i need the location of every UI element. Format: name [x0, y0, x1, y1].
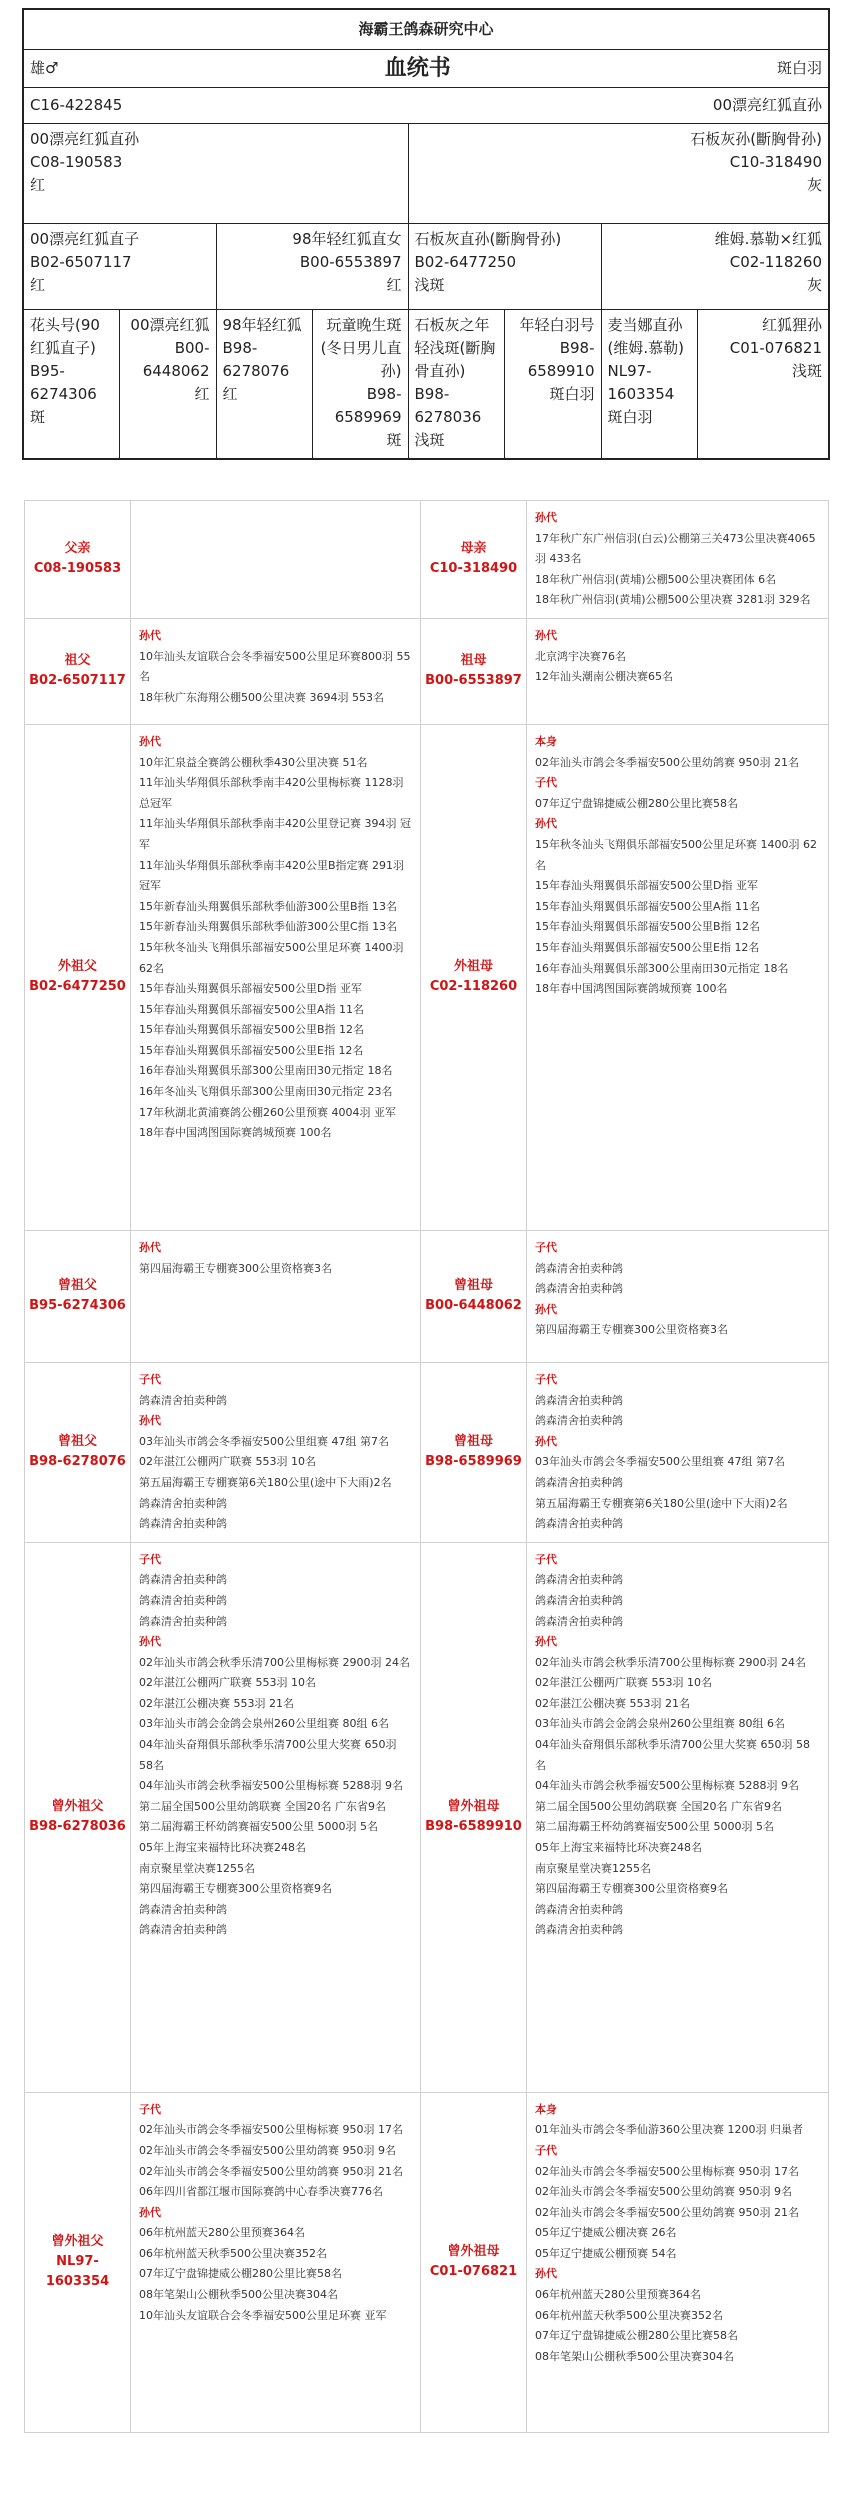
grandparent-ring: C02-118260: [729, 252, 823, 271]
race-record: 02年湛江公棚决赛 553羽 21名: [535, 1696, 690, 1710]
generation-heading: 子代: [535, 2143, 557, 2157]
great-grandparent-name: 麦当娜直孙(维姆.慕勒): [607, 315, 684, 357]
great-grandparent-name: 花头号(90红狐直子): [30, 315, 100, 357]
ancestor-row: [25, 2092, 829, 2432]
race-record: 鸽森清舍拍卖种鸽: [139, 1902, 227, 1916]
great-grandparent-name: 00漂亮红狐: [130, 315, 210, 334]
great-grandparent-name: 玩童晚生斑(冬日男儿直孙): [320, 315, 402, 380]
ancestor-ring: C02-118260: [429, 979, 518, 995]
ancestor-results-table: [24, 500, 829, 2433]
grandparent-name: 00漂亮红狐直子: [30, 229, 140, 248]
generation-heading: 孙代: [535, 511, 557, 524]
race-record: 第四届海霸王专棚赛300公里资格赛9名: [139, 1882, 332, 1896]
race-record: 10年汇泉益全赛鸽公棚秋季430公里决赛 51名: [139, 755, 368, 769]
ancestor-label: [25, 724, 131, 1230]
ancestor-ring: B00-6448062: [425, 1298, 522, 1314]
race-record: 鸽森清舍拍卖种鸽: [535, 1614, 623, 1628]
generation-heading: 本身: [535, 734, 557, 748]
grandparent-color: 红: [30, 275, 46, 294]
race-record: 鸽森清舍拍卖种鸽: [139, 1923, 227, 1937]
race-record: 05年辽宁捷威公棚预赛 54名: [535, 2246, 677, 2260]
ancestor-label: [421, 1542, 527, 2092]
race-record: 02年汕头市鸽会秋季乐清700公里梅标赛 2900羽 24名: [139, 1655, 410, 1669]
generation-heading: 孙代: [139, 1414, 161, 1428]
ancestor-relation: 父亲: [64, 541, 91, 557]
ancestor-ring: C01-076821: [429, 2264, 518, 2280]
ancestor-relation: 曾外祖父: [51, 1799, 104, 1815]
generation-heading: 孙代: [535, 1302, 557, 1316]
race-record: 10年汕头友谊联合会冬季福安500公里足环赛800羽 55名: [139, 649, 411, 684]
ancestor-label: [421, 1230, 527, 1362]
bird-ring: C16-422845: [30, 95, 123, 114]
race-record: 第五届海霸王专棚赛第6关180公里(途中下大雨)2名: [535, 1496, 788, 1510]
ancestor-records: [131, 2092, 421, 2432]
ancestor-ring: B98-6278036: [29, 1819, 126, 1835]
great-grandparent-cell: [697, 309, 829, 459]
ancestor-ring: B02-6477250: [29, 979, 126, 995]
race-record: 02年汕头市鸽会冬季福安500公里幼鸽赛 950羽 21名: [535, 2205, 799, 2219]
ancestor-label: [25, 618, 131, 724]
ancestor-row: [25, 618, 829, 724]
race-record: 第五届海霸王专棚赛第6关180公里(途中下大雨)2名: [139, 1475, 392, 1489]
race-record: 鸽森清舍拍卖种鸽: [139, 1593, 227, 1607]
race-record: 02年湛江公棚决赛 553羽 21名: [139, 1696, 294, 1710]
race-record: 鸽森清舍拍卖种鸽: [535, 1902, 623, 1916]
ancestor-label: [25, 501, 131, 619]
generation-heading: 子代: [535, 776, 557, 790]
grandparent-cell: [601, 223, 829, 309]
race-record: 06年杭州蓝天秋季500公里决赛352名: [139, 2246, 327, 2260]
ancestor-relation: 曾祖母: [453, 1434, 493, 1450]
great-grandparent-color: 斑白羽: [607, 407, 653, 426]
ancestor-relation: 曾外祖父: [51, 2234, 104, 2250]
ancestor-relation: 外祖母: [453, 959, 493, 975]
race-record: 17年秋广东广州信羽(白云)公棚第三关473公里决赛4065羽 433名: [535, 531, 816, 566]
race-record: 02年湛江公棚两广联赛 553羽 10名: [139, 1676, 316, 1690]
org-name: 海霸王鸽森研究中心: [23, 9, 829, 49]
ancestor-label: [25, 1542, 131, 2092]
great-grandparent-name: 98年轻红狐: [222, 315, 302, 334]
ancestor-records: [131, 724, 421, 1230]
ancestor-ring: C08-190583: [33, 561, 122, 577]
race-record: 16年冬汕头飞翔俱乐部300公里南田30元指定 23名: [139, 1085, 393, 1099]
dam-name: 石板灰孙(斷胸骨孙): [690, 129, 823, 148]
race-record: 南京聚星堂决赛1255名: [139, 1861, 255, 1875]
race-record: 06年四川省都江堰市国际赛鸽中心春季决赛776名: [139, 2185, 383, 2199]
great-grandparent-color: 斑: [386, 430, 402, 449]
race-record: 15年春汕头翔翼俱乐部福安500公里D指 亚军: [535, 879, 758, 893]
generation-heading: 本身: [535, 2102, 557, 2116]
generation-heading: 孙代: [139, 1240, 161, 1254]
generation-heading: 孙代: [139, 2205, 161, 2219]
race-record: 第二届全国500公里幼鸽联赛 全国20名 广东省9名: [535, 1799, 782, 1813]
ancestor-relation: 曾外祖母: [447, 2244, 500, 2260]
race-record: 11年汕头华翔俱乐部秋季南丰420公里梅标赛 1128羽 总冠军: [139, 776, 404, 810]
great-grandparent-cell: [23, 309, 119, 459]
race-record: 15年秋冬汕头飞翔俱乐部福安500公里足环赛 1400羽 62名: [139, 940, 404, 975]
ancestor-records: [131, 618, 421, 724]
race-record: 15年春汕头翔翼俱乐部福安500公里B指 12名: [139, 1023, 365, 1037]
ancestor-records: [527, 724, 829, 1230]
race-record: 18年秋广州信羽(黄埔)公棚500公里决赛 3281羽 329名: [535, 593, 811, 607]
grandparent-ring: B02-6477250: [414, 252, 517, 271]
ancestor-records: [527, 1542, 829, 2092]
race-record: 04年汕头奋翔俱乐部秋季乐清700公里大奖赛 650羽 58名: [139, 1738, 397, 1772]
generation-heading: 孙代: [535, 628, 557, 642]
ancestor-relation: 祖母: [460, 653, 487, 669]
race-record: 15年春汕头翔翼俱乐部福安500公里A指 11名: [535, 899, 761, 913]
sire-ring: C08-190583: [30, 152, 123, 171]
race-record: 06年杭州蓝天280公里预赛364名: [535, 2288, 701, 2302]
race-record: 南京聚星堂决赛1255名: [535, 1861, 651, 1875]
grandparent-ring: B02-6507117: [30, 252, 132, 271]
generation-heading: 子代: [535, 1552, 557, 1566]
great-grandparent-ring: C01-076821: [729, 338, 823, 357]
generation-heading: 子代: [535, 1372, 557, 1386]
generation-heading: 孙代: [139, 628, 161, 642]
race-record: 鸽森清舍拍卖种鸽: [139, 1496, 227, 1510]
ancestor-records: [131, 1230, 421, 1362]
ancestor-records: [527, 1362, 829, 1542]
ancestor-ring: B98-6589969: [425, 1454, 522, 1470]
great-grandparent-cell: [408, 309, 504, 459]
race-record: 鸽森清舍拍卖种鸽: [139, 1393, 227, 1407]
race-record: 鸽森清舍拍卖种鸽: [535, 1282, 623, 1296]
ancestor-records: [527, 2092, 829, 2432]
generation-heading: 孙代: [535, 1635, 557, 1649]
race-record: 15年秋冬汕头飞翔俱乐部福安500公里足环赛 1400羽 62名: [535, 837, 817, 872]
great-grandparent-name: 石板灰之年轻浅斑(斷胸骨直孙): [414, 315, 496, 380]
race-record: 第二届海霸王杯幼鸽赛福安500公里 5000羽 5名: [139, 1820, 378, 1834]
race-record: 05年辽宁捷威公棚决赛 26名: [535, 2226, 677, 2240]
generation-heading: 子代: [139, 2102, 161, 2116]
ancestor-records: [131, 1362, 421, 1542]
grandparent-color: 浅斑: [414, 275, 445, 294]
grandparent-ring: B00-6553897: [299, 252, 402, 271]
race-record: 鸽森清舍拍卖种鸽: [535, 1393, 623, 1407]
ancestor-relation: 外祖父: [57, 959, 97, 975]
race-record: 01年汕头市鸽会冬季仙游360公里决赛 1200羽 归巢者: [535, 2123, 803, 2137]
generation-heading: 孙代: [535, 1434, 557, 1448]
ancestor-label: [421, 1362, 527, 1542]
sire-color: 红: [30, 175, 46, 194]
pedigree-certificate: [22, 8, 830, 460]
race-record: 鸽森清舍拍卖种鸽: [535, 1517, 623, 1531]
race-record: 鸽森清舍拍卖种鸽: [139, 1517, 227, 1531]
great-grandparent-color: 浅斑: [792, 361, 823, 380]
grandparent-color: 灰: [807, 275, 823, 294]
grandparent-cell: [216, 223, 408, 309]
bird-name: 00漂亮红狐直孙: [712, 95, 823, 114]
race-record: 02年汕头市鸽会秋季乐清700公里梅标赛 2900羽 24名: [535, 1655, 806, 1669]
bird-color: 斑白羽: [777, 58, 823, 77]
bird-id-row: [23, 87, 829, 123]
race-record: 北京鸿宇决赛76名: [535, 649, 626, 663]
race-record: 08年笔架山公棚秋季500公里决赛304名: [535, 2349, 734, 2363]
race-record: 18年春中国鸿图国际赛鸽城预赛 100名: [139, 1126, 332, 1140]
grandparent-name: 维姆.慕勒×红狐: [714, 229, 823, 248]
great-grandparent-ring: B98-6278036: [414, 384, 482, 426]
ancestor-label: [421, 618, 527, 724]
race-record: 02年汕头市鸽会冬季福安500公里幼鸽赛 950羽 9名: [535, 2185, 792, 2199]
race-record: 06年杭州蓝天秋季500公里决赛352名: [535, 2308, 723, 2322]
ancestor-relation: 曾祖父: [57, 1434, 97, 1450]
ancestor-records: [131, 501, 421, 619]
great-grandparent-cell: [216, 309, 312, 459]
race-record: 10年汕头友谊联合会冬季福安500公里足环赛 亚军: [139, 2308, 387, 2322]
race-record: 02年汕头市鸽会冬季福安500公里幼鸽赛 950羽 21名: [535, 755, 799, 769]
race-record: 15年新春汕头翔翼俱乐部秋季仙游300公里B指 13名: [139, 899, 398, 913]
race-record: 第二届海霸王杯幼鸽赛福安500公里 5000羽 5名: [535, 1820, 774, 1834]
ancestor-records: [527, 1230, 829, 1362]
race-record: 第四届海霸王专棚赛300公里资格赛3名: [535, 1323, 728, 1337]
great-grandparent-ring: B98-6278076: [222, 338, 290, 380]
ancestor-row: [25, 1230, 829, 1362]
ancestor-ring: B00-6553897: [425, 673, 522, 689]
ancestor-row: [25, 724, 829, 1230]
race-record: 15年春汕头翔翼俱乐部福安500公里E指 12名: [535, 940, 760, 954]
race-record: 15年春汕头翔翼俱乐部福安500公里B指 12名: [535, 920, 761, 934]
race-record: 第二届全国500公里幼鸽联赛 全国20名 广东省9名: [139, 1799, 386, 1813]
sire-name: 00漂亮红狐直孙: [30, 129, 140, 148]
race-record: 17年秋湖北黄浦赛鸽公棚260公里预赛 4004羽 亚军: [139, 1105, 396, 1119]
race-record: 鸽森清舍拍卖种鸽: [535, 1593, 623, 1607]
race-record: 18年春中国鸿图国际赛鸽城预赛 100名: [535, 982, 728, 996]
generation-heading: 子代: [139, 1552, 161, 1566]
sire-cell: [23, 123, 408, 223]
race-record: 05年上海宝来福特比环决赛248名: [139, 1841, 306, 1855]
race-record: 鸽森清舍拍卖种鸽: [535, 1261, 623, 1275]
generation-heading: 子代: [535, 1240, 557, 1254]
race-record: 07年辽宁盘锦捷威公棚280公里比赛58名: [139, 2267, 342, 2281]
race-record: 16年春汕头翔翼俱乐部300公里南田30元指定 18名: [535, 961, 789, 975]
race-record: 鸽森清舍拍卖种鸽: [535, 1573, 623, 1587]
great-grandparent-cell: [504, 309, 601, 459]
race-record: 15年新春汕头翔翼俱乐部秋季仙游300公里C指 13名: [139, 920, 398, 934]
great-grandparent-ring: B95-6274306: [30, 361, 97, 403]
great-grandparent-ring: B98-6589969: [334, 384, 402, 426]
ancestor-ring: B02-6507117: [29, 673, 126, 689]
ancestor-ring: B98-6589910: [425, 1819, 522, 1835]
race-record: 02年汕头市鸽会冬季福安500公里梅标赛 950羽 17名: [535, 2164, 799, 2178]
dam-ring: C10-318490: [729, 152, 823, 171]
ancestor-label: [421, 2092, 527, 2432]
ancestor-ring: B95-6274306: [29, 1298, 126, 1314]
generation-heading: 孙代: [535, 2267, 557, 2281]
great-grandparent-ring: B00-6448062: [142, 338, 210, 380]
race-record: 04年汕头奋翔俱乐部秋季乐清700公里大奖赛 650羽 58名: [535, 1738, 810, 1772]
great-grandparent-name: 红狐狸孙: [762, 315, 823, 334]
ancestor-records: [527, 618, 829, 724]
dam-color: 灰: [807, 175, 823, 194]
race-record: 04年汕头市鸽会秋季福安500公里梅标赛 5288羽 9名: [139, 1779, 403, 1793]
ancestor-relation: 曾祖父: [57, 1278, 97, 1294]
race-record: 07年辽宁盘锦捷威公棚280公里比赛58名: [535, 2329, 738, 2343]
race-record: 鸽森清舍拍卖种鸽: [139, 1614, 227, 1628]
race-record: 鸽森清舍拍卖种鸽: [535, 1475, 623, 1489]
cert-header: [23, 49, 829, 87]
race-record: 18年秋广东海翔公棚500公里决赛 3694羽 553名: [139, 690, 384, 704]
race-record: 04年汕头市鸽会秋季福安500公里梅标赛 5288羽 9名: [535, 1779, 799, 1793]
ancestor-relation: 祖父: [64, 653, 91, 669]
ancestor-label: [25, 1362, 131, 1542]
race-record: 02年汕头市鸽会冬季福安500公里幼鸽赛 950羽 21名: [139, 2164, 403, 2178]
ancestor-label: [421, 501, 527, 619]
ancestor-ring: C10-318490: [429, 561, 518, 577]
race-record: 03年汕头市鸽会金鸽会泉州260公里组赛 80组 6名: [535, 1717, 785, 1731]
ancestor-row: [25, 1362, 829, 1542]
generation-heading: 孙代: [139, 734, 161, 748]
ancestor-label: [421, 724, 527, 1230]
great-grandparent-name: 年轻白羽号: [519, 315, 595, 334]
great-grandparent-color: 斑: [30, 407, 46, 426]
ancestor-records: [527, 501, 829, 619]
great-grandparent-cell: [601, 309, 697, 459]
race-record: 11年汕头华翔俱乐部秋季南丰420公里B指定赛 291羽 冠军: [139, 858, 405, 893]
grandparent-name: 98年轻红狐直女: [292, 229, 402, 248]
cert-title: 血统书: [384, 55, 451, 81]
grandparent-name: 石板灰直孙(斷胸骨孙): [414, 229, 562, 248]
great-grandparent-color: 浅斑: [414, 430, 445, 449]
race-record: 12年汕头潮南公棚决赛65名: [535, 670, 673, 684]
ancestor-label: [25, 1230, 131, 1362]
race-record: 02年汕头市鸽会冬季福安500公里幼鸽赛 950羽 9名: [139, 2143, 396, 2157]
grandparent-color: 红: [386, 275, 402, 294]
grandparent-cell: [23, 223, 216, 309]
ancestor-row: [25, 1542, 829, 2092]
race-record: 02年湛江公棚两广联赛 553羽 10名: [139, 1455, 316, 1469]
gender-label: 雄♂: [30, 58, 59, 77]
race-record: 15年春汕头翔翼俱乐部福安500公里A指 11名: [139, 1002, 365, 1016]
race-record: 08年笔架山公棚秋季500公里决赛304名: [139, 2288, 338, 2302]
race-record: 鸽森清舍拍卖种鸽: [535, 1414, 623, 1428]
race-record: 16年春汕头翔翼俱乐部300公里南田30元指定 18名: [139, 1064, 393, 1078]
race-record: 15年春汕头翔翼俱乐部福安500公里D指 亚军: [139, 982, 362, 996]
ancestor-row: [25, 501, 829, 619]
race-record: 06年杭州蓝天280公里预赛364名: [139, 2226, 305, 2240]
great-grandparent-cell: [119, 309, 216, 459]
dam-cell: [408, 123, 829, 223]
generation-heading: 孙代: [139, 1635, 161, 1649]
ancestor-relation: 曾外祖母: [447, 1799, 500, 1815]
race-record: 03年汕头市鸽会冬季福安500公里组赛 47组 第7名: [139, 1434, 389, 1448]
race-record: 07年辽宁盘锦捷威公棚280公里比赛58名: [535, 796, 738, 810]
race-record: 02年湛江公棚两广联赛 553羽 10名: [535, 1676, 712, 1690]
race-record: 15年春汕头翔翼俱乐部福安500公里E指 12名: [139, 1043, 364, 1057]
generation-heading: 孙代: [535, 817, 557, 831]
race-record: 02年汕头市鸽会冬季福安500公里梅标赛 950羽 17名: [139, 2123, 403, 2137]
ancestor-records: [131, 1542, 421, 2092]
ancestor-relation: 曾祖母: [453, 1278, 493, 1294]
ancestor-ring: B98-6278076: [29, 1454, 126, 1470]
great-grandparent-color: 红: [194, 384, 210, 403]
great-grandparent-cell: [312, 309, 408, 459]
race-record: 第四届海霸王专棚赛300公里资格赛3名: [139, 1261, 332, 1275]
race-record: 03年汕头市鸽会冬季福安500公里组赛 47组 第7名: [535, 1455, 785, 1469]
race-record: 05年上海宝来福特比环决赛248名: [535, 1841, 702, 1855]
race-record: 11年汕头华翔俱乐部秋季南丰420公里登记赛 394羽 冠军: [139, 817, 411, 851]
ancestor-label: [25, 2092, 131, 2432]
ancestor-ring: NL97-1603354: [45, 2254, 110, 2290]
race-record: 第四届海霸王专棚赛300公里资格赛9名: [535, 1882, 728, 1896]
great-grandparent-ring: B98-6589910: [527, 338, 595, 380]
race-record: 鸽森清舍拍卖种鸽: [535, 1923, 623, 1937]
ancestor-relation: 母亲: [460, 541, 487, 557]
grandparent-cell: [408, 223, 601, 309]
generation-heading: 子代: [139, 1372, 161, 1386]
race-record: 鸽森清舍拍卖种鸽: [139, 1573, 227, 1587]
great-grandparent-ring: NL97-1603354: [607, 361, 675, 403]
great-grandparent-color: 红: [222, 384, 238, 403]
race-record: 03年汕头市鸽会金鸽会泉州260公里组赛 80组 6名: [139, 1717, 389, 1731]
race-record: 18年秋广州信羽(黄埔)公棚500公里决赛团体 6名: [535, 572, 777, 586]
great-grandparent-color: 斑白羽: [549, 384, 595, 403]
